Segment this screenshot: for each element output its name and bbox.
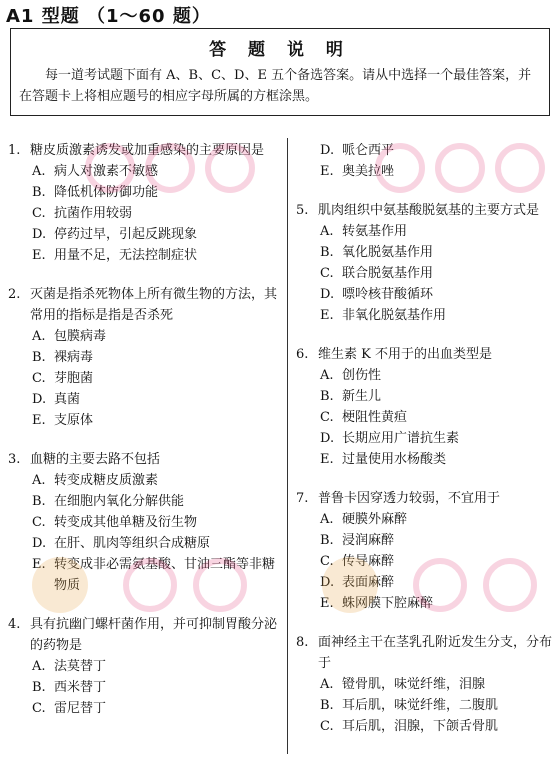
question <box>296 488 558 614</box>
question-text: 糖皮质激素诱发或加重感染的主要原因是 <box>30 143 265 158</box>
option-letter: A. <box>32 473 46 488</box>
option-text: 雷尼替丁 <box>54 701 107 716</box>
answer-option <box>296 695 558 716</box>
option-text: 氧化脱氨基作用 <box>342 245 434 260</box>
question <box>296 344 558 470</box>
question-text: 灭菌是指杀死物体上所有微生物的方法，其常用的指标是指是否杀死 <box>30 287 278 323</box>
answer-option <box>296 221 558 242</box>
answer-option <box>8 245 280 266</box>
option-text: 用量不足，无法控制症状 <box>54 248 198 263</box>
option-letter: D. <box>320 575 335 590</box>
option-text: 表面麻醉 <box>342 575 395 590</box>
option-letter: B. <box>320 698 334 713</box>
option-text: 转变成其他单糖及衍生物 <box>54 515 198 530</box>
answer-option <box>8 326 280 347</box>
option-letter: E. <box>320 452 334 467</box>
answer-option <box>296 161 558 182</box>
option-text: 硬膜外麻醉 <box>342 512 408 527</box>
question <box>8 449 280 596</box>
question-text: 肌肉组织中氨基酸脱氨基的主要方式是 <box>318 203 540 218</box>
question-number: 5. <box>296 203 309 218</box>
right-column <box>296 140 558 755</box>
column-divider <box>287 138 288 754</box>
option-letter: C. <box>320 410 334 425</box>
question-stem <box>8 449 280 470</box>
option-letter: D. <box>32 227 47 242</box>
option-text: 长期应用广谱抗生素 <box>342 431 460 446</box>
option-letter: A. <box>32 164 46 179</box>
option-text: 哌仑西平 <box>342 143 395 158</box>
option-text: 传导麻醉 <box>342 554 395 569</box>
option-letter: A. <box>32 659 46 674</box>
answer-option <box>8 347 280 368</box>
answer-option <box>8 410 280 431</box>
option-letter: D. <box>320 431 335 446</box>
question-stem <box>8 284 280 326</box>
answer-option <box>296 305 558 326</box>
instructions-text: 每一道考试题下面有 A、B、C、D、E 五个备选答案。请从中选择一个最佳答案，并在答题卡上将相应题号的相应字母所属的方框涂黑。 <box>19 68 532 104</box>
option-letter: A. <box>32 329 46 344</box>
continued-options <box>296 140 558 182</box>
answer-option <box>8 224 280 245</box>
answer-option <box>296 530 558 551</box>
question-text: 面神经主干在茎乳孔附近发生分支，分布于 <box>318 635 553 671</box>
option-letter: D. <box>320 287 335 302</box>
option-letter: C. <box>32 515 46 530</box>
answer-option <box>296 407 558 428</box>
answer-option <box>8 491 280 512</box>
question <box>8 284 280 431</box>
option-text: 西米替丁 <box>54 680 107 695</box>
answer-option <box>296 284 558 305</box>
option-letter: B. <box>32 185 46 200</box>
option-text: 抗菌作用较弱 <box>54 206 133 221</box>
question <box>296 632 558 737</box>
answer-option <box>8 677 280 698</box>
option-text: 支原体 <box>54 413 94 428</box>
answer-option <box>296 263 558 284</box>
question-number: 1. <box>8 143 21 158</box>
option-text: 降低机体防御功能 <box>54 185 159 200</box>
answer-option <box>296 572 558 593</box>
option-text: 转变成非必需氨基酸、甘油三酯等非糖物质 <box>54 557 276 593</box>
question-stem <box>8 140 280 161</box>
option-text: 病人对激素不敏感 <box>54 164 159 179</box>
option-text: 包膜病毒 <box>54 329 107 344</box>
option-text: 耳后肌，味觉纤维，二腹肌 <box>342 698 499 713</box>
question <box>296 200 558 326</box>
option-text: 非氧化脱氨基作用 <box>342 308 447 323</box>
option-letter: A. <box>320 512 334 527</box>
option-text: 奥美拉唑 <box>342 164 395 179</box>
option-letter: B. <box>320 245 334 260</box>
instructions-title: 答 题 说 明 <box>209 40 351 60</box>
option-letter: A. <box>320 224 334 239</box>
option-text: 蛛网膜下腔麻醉 <box>342 596 434 611</box>
question-number: 8. <box>296 635 309 650</box>
question-text: 维生素 K 不用于的出血类型是 <box>318 347 492 362</box>
answer-option <box>296 140 558 161</box>
section-title: A1 型题 （1～60 题） <box>6 6 211 27</box>
question-text: 普鲁卡因穿透力较弱，不宜用于 <box>318 491 501 506</box>
answer-option <box>296 242 558 263</box>
question-stem <box>296 632 558 674</box>
option-letter: E. <box>32 413 46 428</box>
question <box>8 614 280 719</box>
answer-option <box>8 533 280 554</box>
option-letter: E. <box>320 308 334 323</box>
option-text: 创伤性 <box>342 368 382 383</box>
option-text: 镫骨肌，味觉纤维，泪腺 <box>342 677 486 692</box>
option-letter: B. <box>32 494 46 509</box>
option-letter: C. <box>32 701 46 716</box>
answer-option <box>8 161 280 182</box>
instructions-box <box>10 28 550 116</box>
option-letter: C. <box>320 266 334 281</box>
answer-option <box>8 470 280 491</box>
option-letter: C. <box>320 719 334 734</box>
answer-option <box>8 656 280 677</box>
option-text: 浸润麻醉 <box>342 533 395 548</box>
question-number: 4. <box>8 617 21 632</box>
question-text: 具有抗幽门螺杆菌作用，并可抑制胃酸分泌的药物是 <box>30 617 278 653</box>
option-letter: C. <box>320 554 334 569</box>
question-number: 7. <box>296 491 309 506</box>
question-number: 6. <box>296 347 309 362</box>
option-text: 新生儿 <box>342 389 382 404</box>
option-letter: A. <box>320 368 334 383</box>
answer-option <box>8 203 280 224</box>
answer-option <box>8 512 280 533</box>
option-text: 在细胞内氧化分解供能 <box>54 494 185 509</box>
option-text: 联合脱氨基作用 <box>342 266 434 281</box>
answer-option <box>8 554 280 596</box>
question-stem <box>8 614 280 656</box>
option-text: 过量使用水杨酸类 <box>342 452 447 467</box>
answer-option <box>296 509 558 530</box>
answer-option <box>296 365 558 386</box>
question-stem <box>296 488 558 509</box>
option-text: 转变成糖皮质激素 <box>54 473 159 488</box>
option-letter: E. <box>320 596 334 611</box>
option-letter: D. <box>32 536 47 551</box>
option-text: 法莫替丁 <box>54 659 107 674</box>
answer-option <box>296 449 558 470</box>
option-text: 耳后肌，泪腺，下颌舌骨肌 <box>342 719 499 734</box>
option-letter: D. <box>320 143 335 158</box>
question-text: 血糖的主要去路不包括 <box>30 452 161 467</box>
answer-option <box>296 674 558 695</box>
option-text: 真菌 <box>54 392 81 407</box>
answer-option <box>8 368 280 389</box>
answer-option <box>296 551 558 572</box>
option-text: 停药过早，引起反跳现象 <box>54 227 198 242</box>
option-letter: E. <box>320 164 334 179</box>
left-column <box>8 140 280 737</box>
option-letter: B. <box>32 680 46 695</box>
option-text: 嘌呤核苷酸循环 <box>342 287 434 302</box>
option-letter: A. <box>320 677 334 692</box>
option-text: 梗阻性黄疸 <box>342 410 408 425</box>
answer-option <box>296 428 558 449</box>
option-letter: B. <box>320 389 334 404</box>
question-number: 2. <box>8 287 21 302</box>
option-letter: D. <box>32 392 47 407</box>
question-stem <box>296 200 558 221</box>
question-stem <box>296 344 558 365</box>
question-number: 3. <box>8 452 21 467</box>
option-letter: E. <box>32 248 46 263</box>
option-letter: C. <box>32 371 46 386</box>
answer-option <box>296 386 558 407</box>
option-text: 转氨基作用 <box>342 224 408 239</box>
answer-option <box>296 593 558 614</box>
answer-option <box>296 716 558 737</box>
answer-option <box>8 389 280 410</box>
answer-option <box>8 698 280 719</box>
answer-option <box>8 182 280 203</box>
option-text: 裸病毒 <box>54 350 94 365</box>
option-letter: C. <box>32 206 46 221</box>
option-letter: E. <box>32 557 46 572</box>
question <box>8 140 280 266</box>
option-letter: B. <box>32 350 46 365</box>
option-letter: B. <box>320 533 334 548</box>
option-text: 在肝、肌肉等组织合成糖原 <box>54 536 211 551</box>
option-text: 芽胞菌 <box>54 371 94 386</box>
